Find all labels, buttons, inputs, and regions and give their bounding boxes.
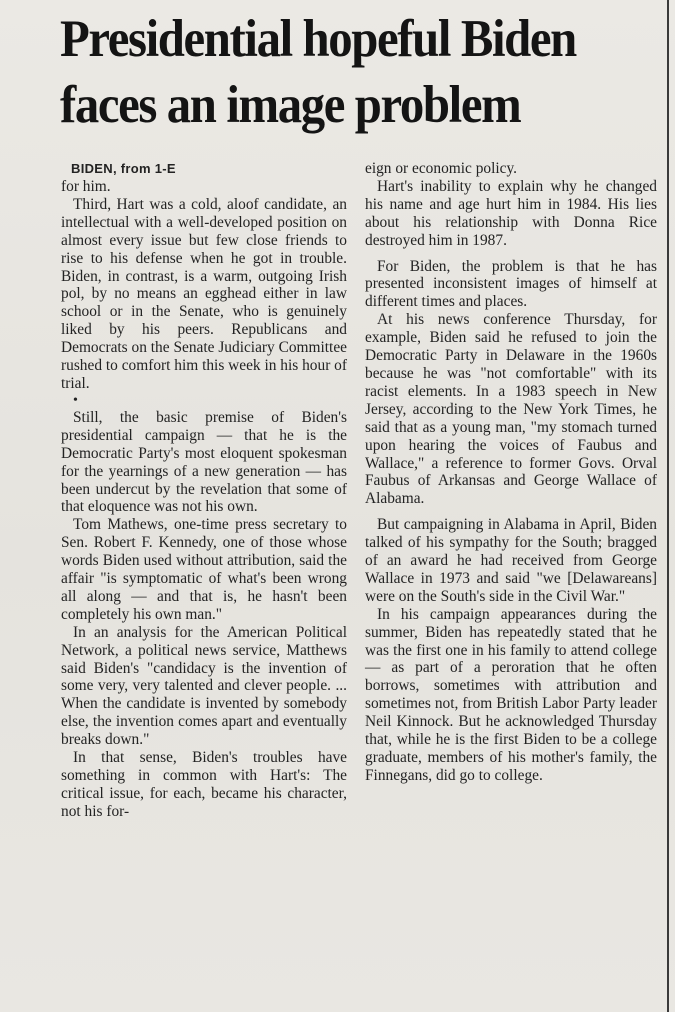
jump-line: BIDEN, from 1-E [71,161,176,176]
paragraph: Hart's inability to explain why he changed his name and age hurt him in 1984. His lies about his relationship with Donna Rice destroyed him in 1987. [365,177,657,249]
headline-line-1: Presidential hopeful Biden [60,10,576,68]
paragraph: But campaigning in Alabama in April, Biden talked of his sympathy for the South; bragged of an award he had received from George Wallace in 1973 and said "we [Delawareans] were on the South's side in the Civil War." [365,516,657,605]
paragraph: eign or economic policy. [365,160,518,177]
article-column-left [61,160,347,821]
paragraph: Tom Mathews, one-time press secretary to Sen. Robert F. Kennedy, one of those whose words Biden used without attribution, said the affair "is symptomatic of what's been wrong all along — and that is, he hasn't been completely his own man." [61,516,347,623]
paragraph: Third, Hart was a cold, aloof candidate, an intellectual with a well-developed position on almost every issue but few close friends to rise to his defense when he got in trouble. Biden, in contrast, is a warm, outgoing Irish pol, by no means an egghead either in law school or in the Senate, who is genuinely liked by his peers. Republicans and Democrats on the Senate Judiciary Committee rushed to comfort him this week in his hour of trial. [61,195,347,392]
paragraph: For Biden, the problem is that he has presented inconsistent images of himself at different times and places. [365,257,657,311]
headline [60,6,617,138]
paragraph: In his campaign appearances during the summer, Biden has repeatedly stated that he was the first one in his family to attend college — as part of a peroration that he often borrows, sometimes with attribution and sometimes not, from British Labor Party leader Neil Kinnock. But he acknowledged Thursday that, while he is the first Biden to be a college graduate, members of his mother's family, the Finnegans, did go to college. [365,605,657,784]
paragraph: for him. [61,178,111,195]
section-separator: • [73,392,78,408]
column-rule [667,0,669,1012]
paragraph: Still, the basic premise of Biden's presidential campaign — that he is the Democratic Party's most eloquent spokesman for the yearnings of a new generation — has been undercut by the revelation that some of that eloquence was not his own. [61,408,347,516]
article-column-right [365,160,657,785]
headline-line-2: faces an image problem [60,76,521,134]
paragraph: At his news conference Thursday, for example, Biden said he refused to join the Democratic Party in Delaware in the 1960s because he was "not comfortable" with its racist elements. In a 1983 speech in New Jersey, according to the New York Times, he said that as a young man, "my stomach turned upon hearing the voices of Faubus and Wallace," a reference to former Govs. Orval Faubus of Arkansas and George Wallace of Alabama. [365,311,657,508]
paragraph: In that sense, Biden's troubles have something in common with Hart's: The critical issue, for each, became his character, not his for- [61,749,347,820]
paragraph: In an analysis for the American Political Network, a political news service, Matthews said Biden's "candidacy is the invention of some very, very talented and clever people. ... When the candidate is invented by somebody else, the invention comes apart and eventually breaks down." [61,623,347,749]
